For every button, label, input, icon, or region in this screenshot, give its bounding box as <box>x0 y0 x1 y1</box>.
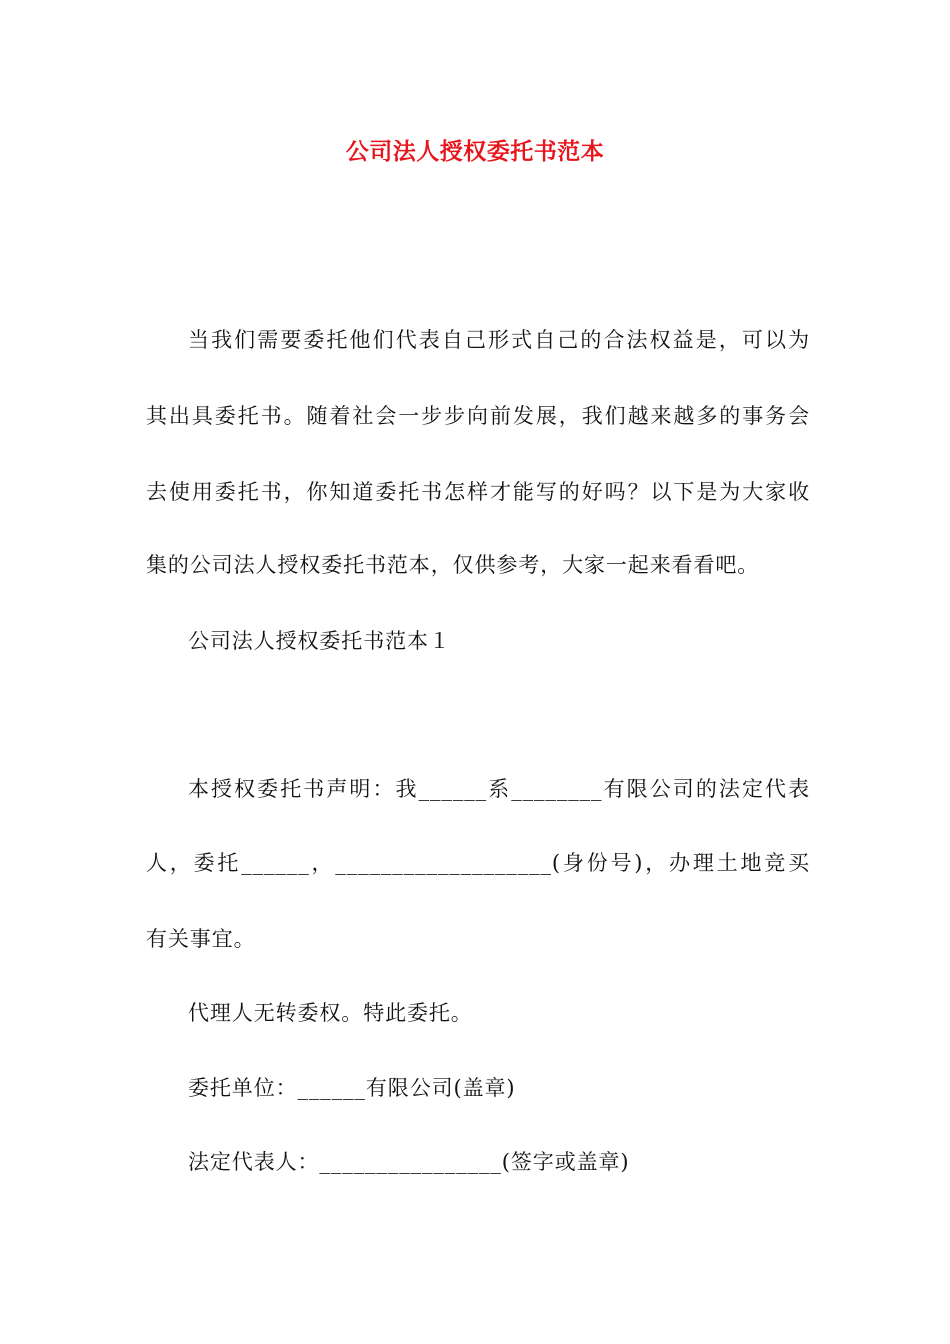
intro-line: 集的公司法人授权委托书范本，仅供参考，大家一起来看看吧。 <box>146 553 760 577</box>
entrusting-unit-line: 委托单位：______有限公司(盖章) <box>188 1076 516 1100</box>
legal-representative-line: 法定代表人：________________(签字或盖章) <box>188 1150 630 1174</box>
statement-line: 有关事宜。 <box>146 927 256 951</box>
statement-line: 本授权委托书声明：我______系________有限公司的法定代表 <box>188 777 810 801</box>
intro-line: 其出具委托书。随着社会一步步向前发展，我们越来越多的事务会 <box>146 404 810 428</box>
document-title: 公司法人授权委托书范本 <box>345 139 605 165</box>
intro-line: 去使用委托书，你知道委托书怎样才能写的好吗？以下是为大家收 <box>146 480 810 504</box>
section-heading: 公司法人授权委托书范本１ <box>188 629 451 653</box>
statement-line: 人，委托______，___________________(身份号)，办理土地竞买 <box>146 851 810 875</box>
no-delegation-clause: 代理人无转委权。特此委托。 <box>188 1001 473 1025</box>
intro-line: 当我们需要委托他们代表自己形式自己的合法权益是，可以为 <box>188 328 810 352</box>
